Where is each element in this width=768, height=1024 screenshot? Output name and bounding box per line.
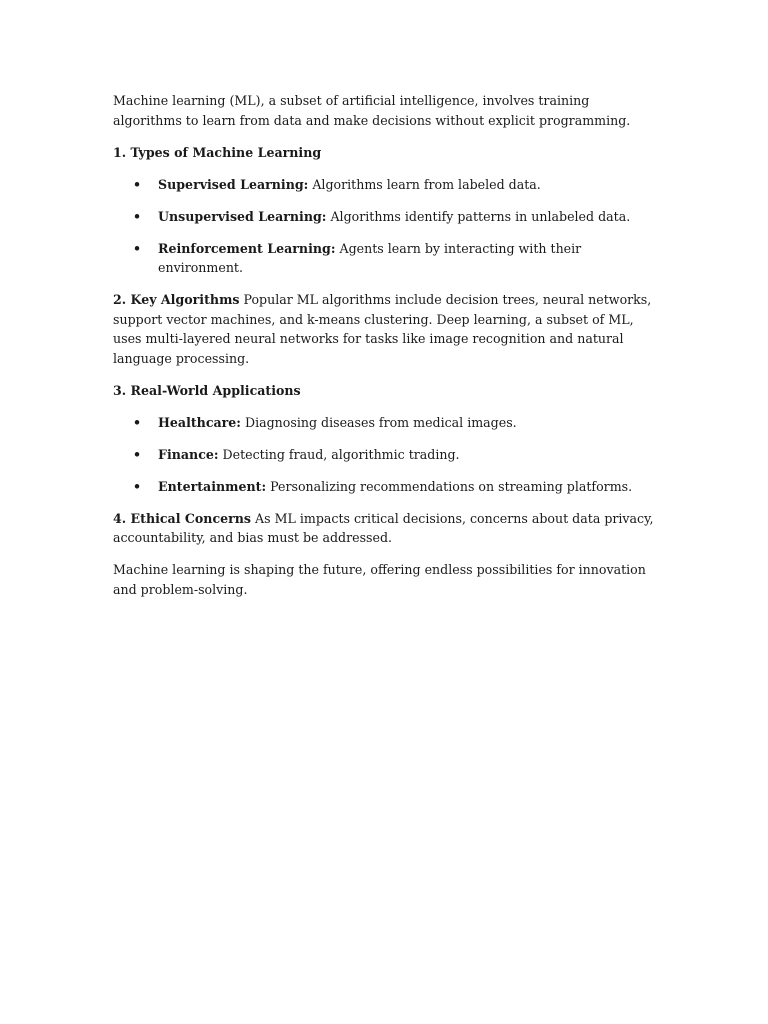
list-item-text: Detecting fraud, algorithmic trading.	[218, 446, 460, 462]
list-item-text: Agents learn by interacting with their environment.	[158, 240, 582, 275]
list-item-text: Algorithms learn from labeled data.	[308, 176, 541, 192]
list-item	[113, 175, 658, 195]
section-2-heading: 2. Key Algorithms	[113, 292, 240, 307]
intro-paragraph: Machine learning (ML), a subset of artificial intelligence, involves training algorithms to learn from data and make decisions without explicit programming.	[113, 93, 631, 128]
bullet-icon: •	[133, 208, 142, 224]
applications-list	[113, 413, 658, 497]
list-item	[113, 445, 658, 465]
section-3-heading-text: 3. Real-World Applications	[113, 382, 301, 398]
list-item-term: Finance:	[158, 446, 219, 462]
list-item-text: Diagnosing diseases from medical images.	[240, 414, 517, 430]
list-item	[113, 239, 658, 278]
section-4-heading: 4. Ethical Concerns	[113, 510, 252, 526]
bullet-icon: •	[133, 176, 142, 192]
list-item-text: Algorithms identify patterns in unlabeled data.	[326, 208, 631, 224]
list-item-text: Personalizing recommendations on streaming platforms.	[266, 478, 633, 494]
bullet-icon: •	[133, 414, 142, 430]
list-item	[113, 413, 658, 433]
list-item	[113, 477, 658, 497]
bullet-icon: •	[133, 240, 142, 256]
section-3-heading	[113, 381, 658, 401]
list-item-term: Unsupervised Learning:	[158, 208, 327, 224]
section-1-heading-text: 1. Types of Machine Learning	[113, 144, 322, 160]
list-item-term: Supervised Learning:	[158, 176, 309, 192]
section-2-paragraph	[113, 290, 658, 368]
list-item-term: Healthcare:	[158, 414, 241, 430]
types-list	[113, 175, 658, 278]
list-item-term: Entertainment:	[158, 478, 267, 494]
list-item	[113, 207, 658, 227]
bullet-icon: •	[133, 478, 142, 494]
document-page	[113, 91, 658, 612]
section-1-heading	[113, 143, 658, 163]
section-4-paragraph	[113, 509, 658, 548]
section-4-text: As ML impacts critical decisions, concerns about data privacy, accountability, and bias must be addressed.	[113, 510, 654, 545]
section-2-text: Popular ML algorithms include decision trees, neural networks, support vector machines, and k-means clustering. Deep learning, a subset of ML, uses multi-layered neural networks for tasks like image recognition and natural language processing.	[113, 292, 652, 366]
bullet-icon: •	[133, 446, 142, 462]
conclusion-paragraph: Machine learning is shaping the future, offering endless possibilities for innovation and problem-solving.	[113, 562, 646, 597]
list-item-term: Reinforcement Learning:	[158, 240, 336, 256]
